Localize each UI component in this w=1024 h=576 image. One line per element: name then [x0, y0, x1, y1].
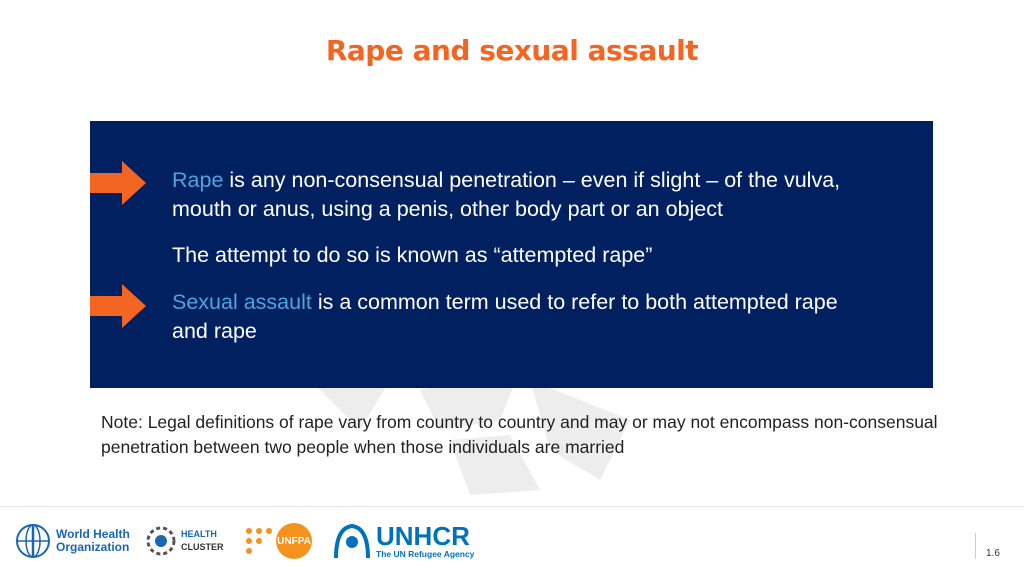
sexual-assault-definition [172, 288, 872, 346]
footer-divider [0, 506, 1024, 507]
arrow-right-icon [90, 284, 146, 328]
unhcr-name: UNHCR [376, 520, 470, 551]
unfpa-text: UNFPA [276, 523, 312, 559]
attempted-rape-text: The attempt to do so is known as “attempted rape” [172, 243, 653, 267]
rape-definition [172, 166, 872, 224]
who-emblem-icon [14, 522, 52, 560]
rape-term: Rape [172, 168, 224, 192]
definition-panel [90, 121, 933, 388]
who-name-line1: World Health [56, 527, 130, 541]
sexual-assault-term: Sexual assault [172, 290, 312, 314]
health-cluster-icon [146, 526, 176, 556]
unfpa-logo [244, 522, 312, 560]
unhcr-logo [332, 522, 474, 560]
slide-title: Rape and sexual assault [325, 34, 699, 67]
health-cluster-line1: HEALTH [181, 529, 217, 539]
arrow-right-icon [90, 161, 146, 205]
health-cluster-line2: CLUSTER [181, 542, 224, 552]
page-number: 1.6 [986, 548, 1000, 559]
health-cluster-logo [146, 522, 224, 560]
who-logo [14, 522, 130, 560]
unfpa-dots-icon [244, 526, 274, 556]
rape-definition-text: is any non-consensual penetration – even if slight – of the vulva, mouth or anus, using a penis, other body part or an object [172, 168, 841, 221]
unhcr-subtitle: The UN Refugee Agency [376, 548, 475, 559]
unhcr-emblem-icon [332, 522, 372, 560]
page-number-divider [975, 533, 976, 559]
legal-note: Note: Legal definitions of rape vary from country to country and may or may not encompass non-consensual penetration between two people when those individuals are married [101, 412, 938, 457]
who-name-line2: Organization [56, 540, 130, 554]
sexual-assault-definition-text: is a common term used to refer to both attempted rape and rape [172, 290, 838, 343]
